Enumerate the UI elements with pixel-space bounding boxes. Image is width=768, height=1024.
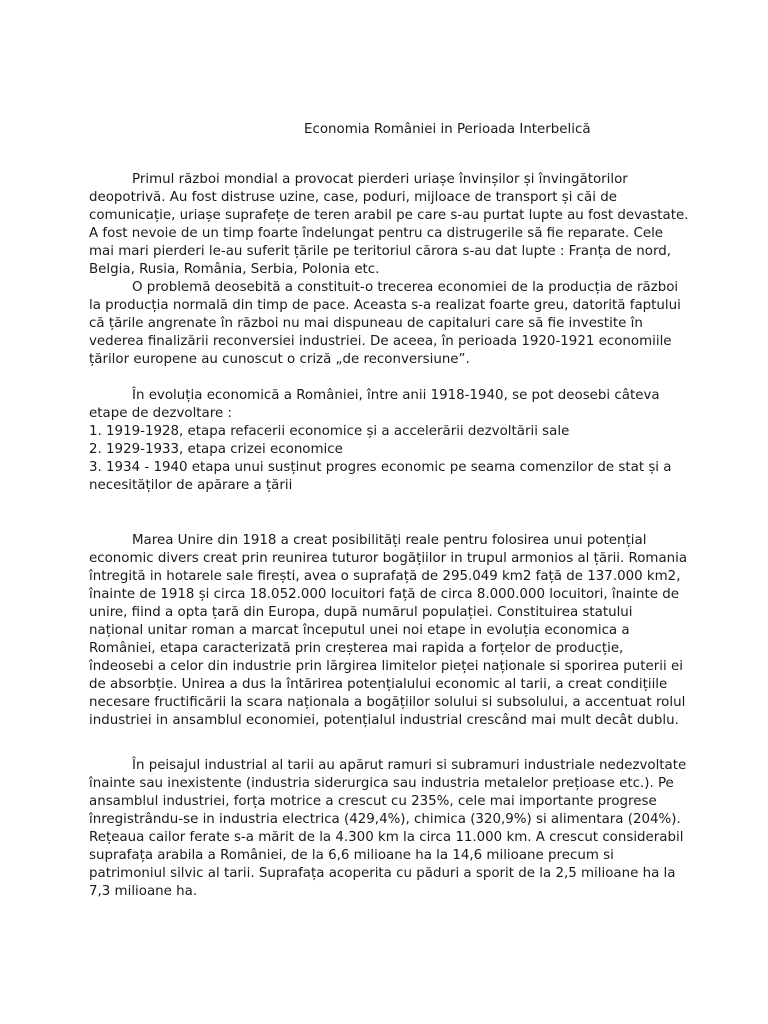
paragraph-reconversion: O problemă deosebită a constituit-o trecerea economiei de la producția de război la producția normală din timp de pace. Aceasta s-a realizat foarte greu, datorită faptului că țările angrenate în război nu mai dispuneau de capitaluri care să fie investite în vederea finalizării reconversiei industriei. De aceea, în perioada 1920-1921 economiile țărilor europene au cunoscut o criză „de reconversiune”. [89, 280, 681, 367]
paragraph-stages-intro: În evoluția economică a României, între anii 1918-1940, se pot deosebi câteva etape de dezvoltare : [89, 388, 660, 421]
intro-section [89, 171, 689, 369]
stage-item-1: 1. 1919-1928, etapa refacerii economice și a accelerării dezvoltării sale [89, 424, 570, 439]
paragraph-war-losses: Primul război mondial a provocat pierderi uriașe învinșilor și învingătorilor deopotrivă. Au fost distruse uzine, case, poduri, mijloace de transport și căi de comunicație, uriașe suprafețe de teren arabil pe care s-au purtat lupte au fost devastate. A fost nevoie de un timp foarte îndelungat pentru ca distrugerile să fie reparate. Cele mai mari pierderi le-au suferit țările pe teritoriul cărora s-au dat lupte : Franța de nord, Belgia, Rusia, România, Serbia, Polonia etc. [89, 172, 689, 277]
document-title: Economia României in Perioada Interbelică [304, 122, 591, 137]
industrial-section [89, 757, 689, 901]
stage-item-3: 3. 1934 - 1940 etapa unui susținut progres economic pe seama comenzilor de stat și a necesităților de apărare a țării [89, 460, 672, 493]
stages-section [89, 387, 689, 495]
great-union-section [89, 532, 689, 730]
paragraph-industrial-landscape: În peisajul industrial al tarii au apărut ramuri si subramuri industriale nedezvoltate înainte sau inexistente (industria siderurgica sau industria metalelor prețioase etc.). Pe ansamblul industriei, forța motrice a crescut cu 235%, cele mai importante progrese înregistrându-se in industria electrica (429,4%), chimica (320,9%) si alimentara (204%). Rețeaua cailor ferate s-a mărit de la 4.300 km la circa 11.000 km. A crescut considerabil suprafața arabila a României, de la 6,6 milioane ha la 14,6 milioane precum si patrimoniul silvic al tarii. Suprafața acoperita cu păduri a sporit de la 2,5 milioane ha la 7,3 milioane ha. [89, 758, 687, 899]
paragraph-great-union: Marea Unire din 1918 a creat posibilități reale pentru folosirea unui potențial economic divers creat prin reunirea tuturor bogățiilor in trupul armonios al țării. Romania întregită in hotarele sale firești, avea o suprafață de 295.049 km2 față de 137.000 km2, înainte de 1918 și circa 18.052.000 locuitori față de circa 8.000.000 locuitori, înainte de unire, fiind a opta țară din Europa, după numărul populației. Constituirea statului național unitar roman a marcat începutul unei noi etape in evoluția economica a României, etapa caracterizată prin creșterea mai rapida a forțelor de producție, îndeosebi a celor din industrie prin lărgirea limitelor pieței naționale si sporirea puterii ei de absorbție. Unirea a dus la întărirea potențialului economic al tarii, a creat condițiile necesare fructificării la scara naționala a bogățiilor solului si subsolului, a accentuat rolul industriei in ansamblul economiei, potențialul industrial crescând mai mult decât dublu. [89, 533, 688, 728]
stage-item-2: 2. 1929-1933, etapa crizei economice [89, 442, 343, 457]
